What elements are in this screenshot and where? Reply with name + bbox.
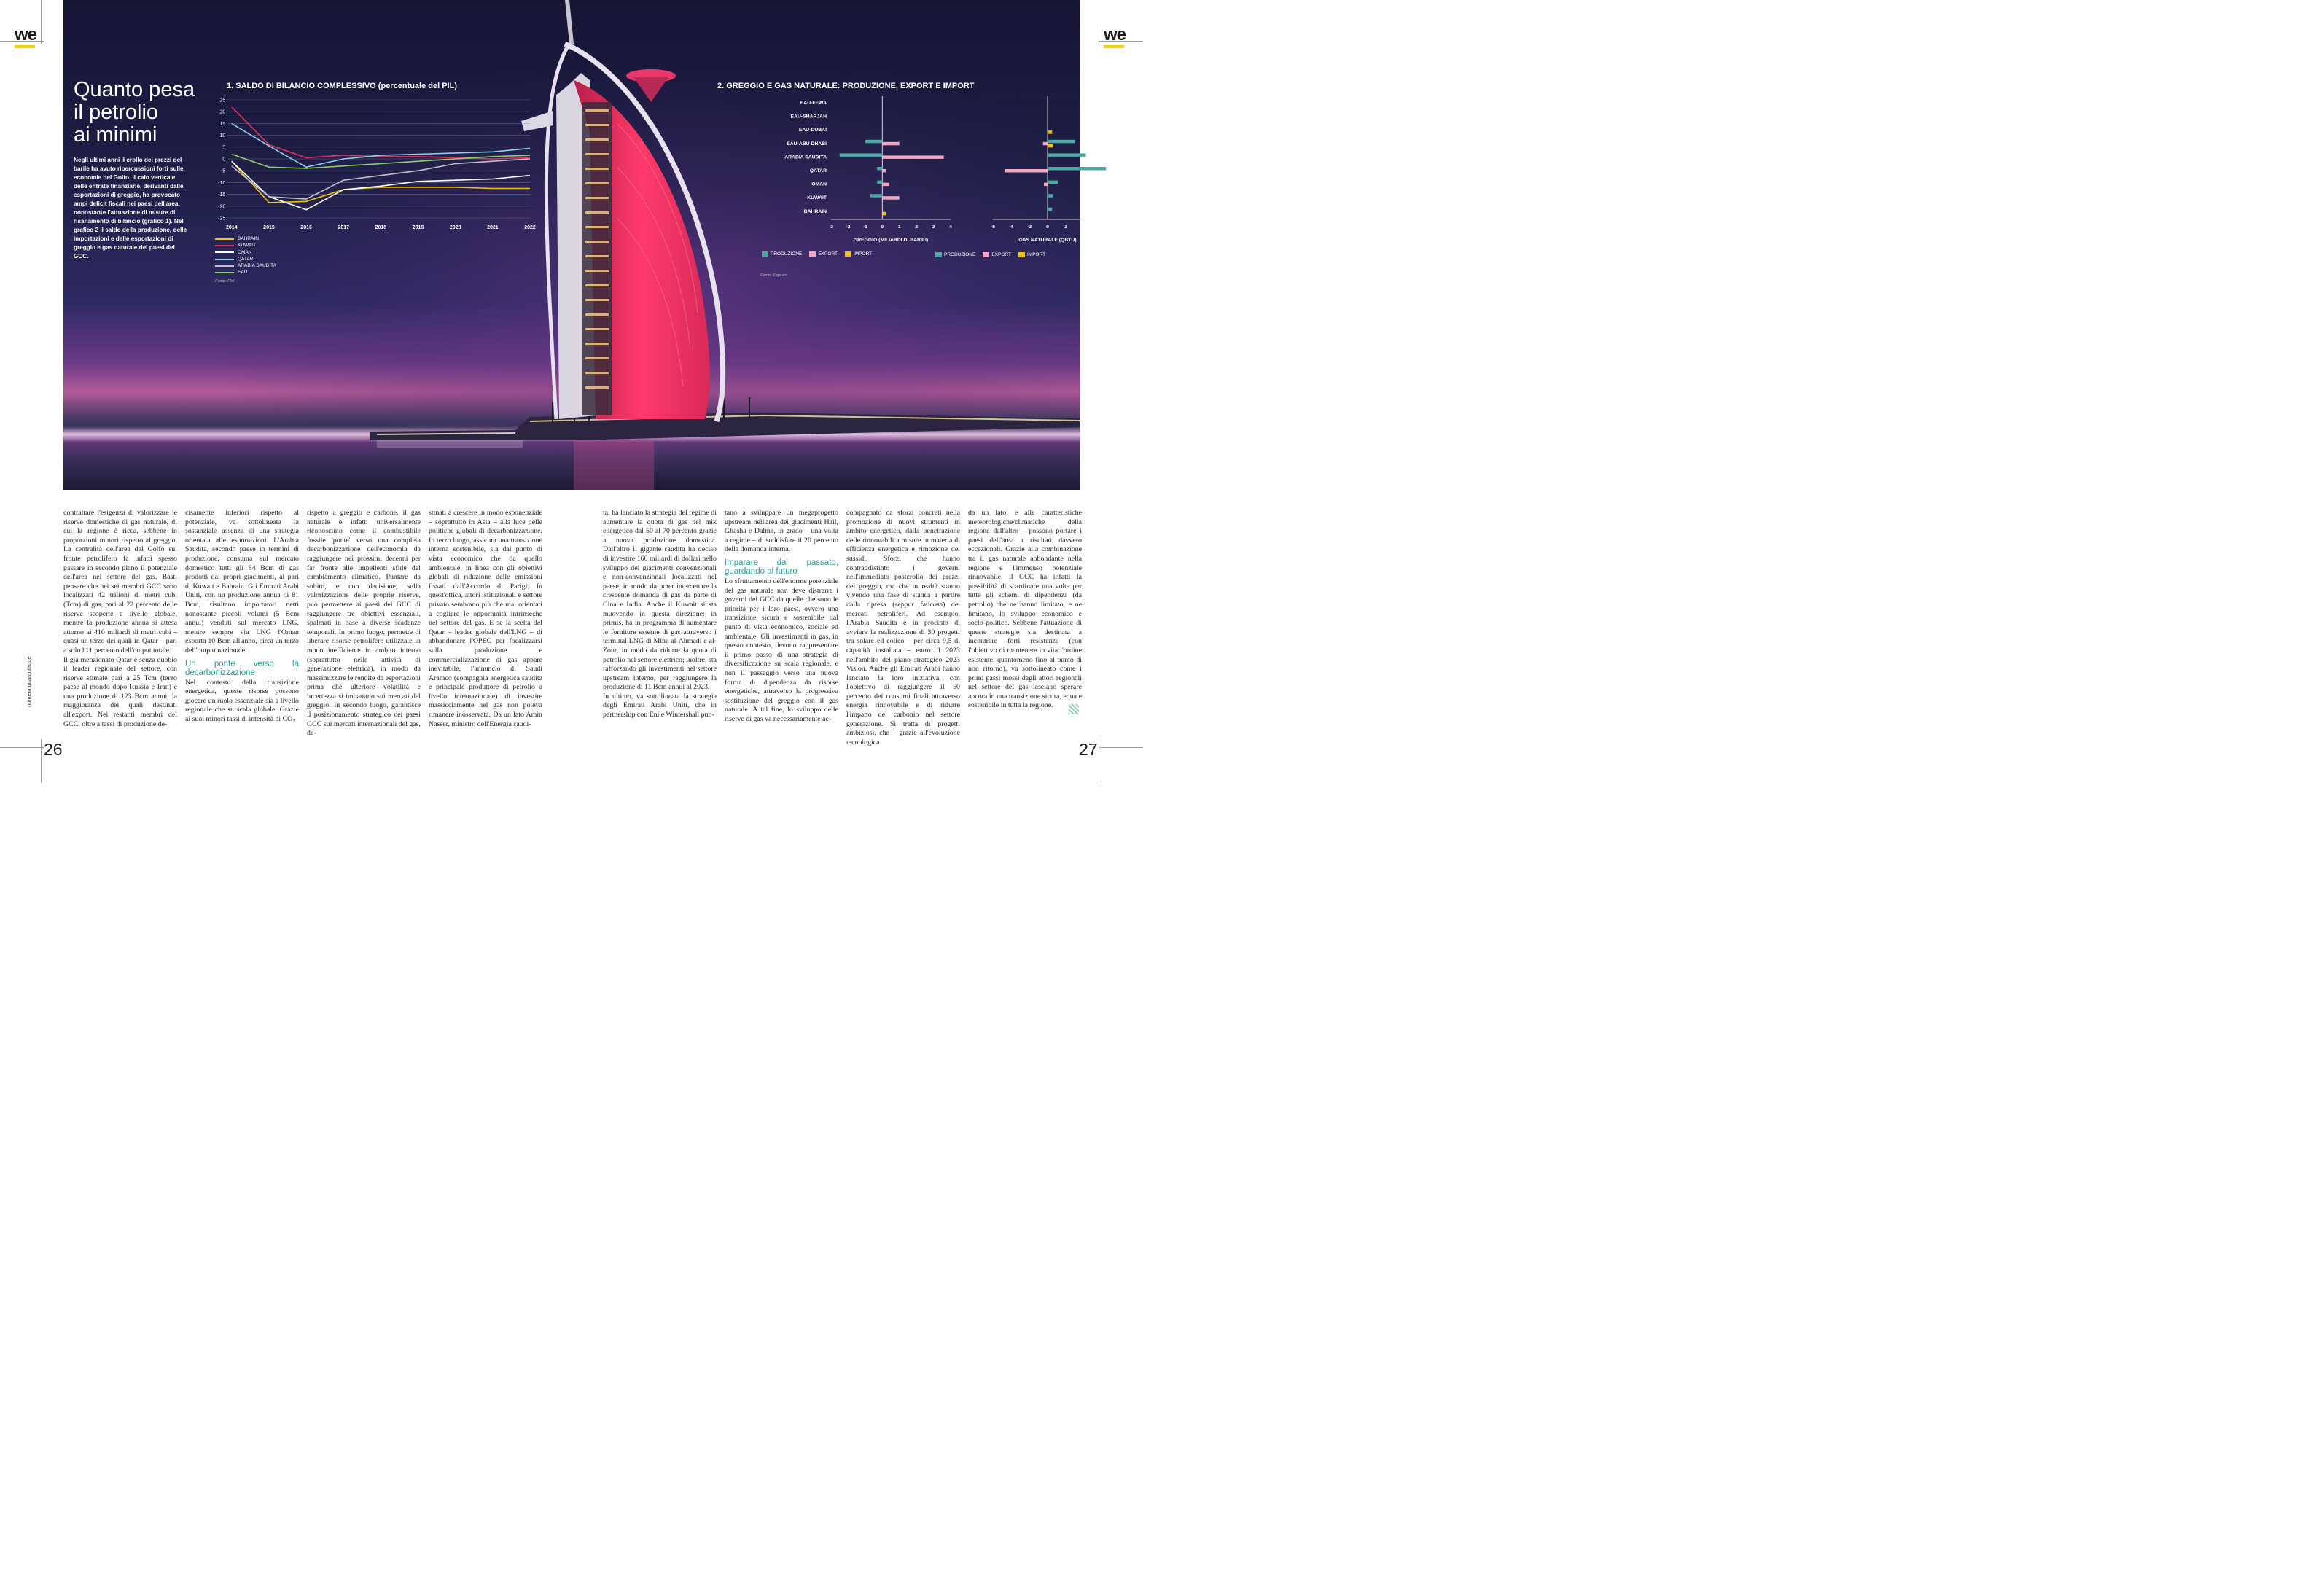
chart1-line-chart (209, 93, 536, 235)
chart2-category-label: EAU-SHARJAH (790, 114, 827, 120)
text-column-8 (968, 509, 1082, 711)
text-column-1 (63, 509, 177, 729)
chart1-y-tick: 25 (219, 98, 226, 104)
text-column-2 (185, 509, 299, 724)
chart1-legend-item (215, 262, 276, 269)
chart1-legend-item (215, 256, 276, 262)
chart2-category-label: EAU-DUBAI (798, 128, 827, 133)
chart2-x-label: GAS NATURALE (QBTU) (1018, 238, 1077, 243)
chart2-bar (882, 142, 899, 146)
chart1-source: Fonte: FMI (215, 279, 235, 284)
chart1-x-tick: 2015 (263, 225, 275, 230)
chart2-bar (1048, 153, 1086, 157)
chart2-bar-chart (716, 92, 1104, 252)
chart1-x-tick: 2022 (524, 225, 536, 230)
chart1-y-tick: -20 (218, 204, 226, 210)
chart1-series-kuwait (232, 107, 530, 159)
chart2-x-tick: -1 (862, 225, 867, 230)
paragraph: In ultimo, va sottolineata la strategia degli Emirati Arabi Uniti, che in partnership con Eni e Wintershall pun- (603, 692, 717, 719)
chart2-x-tick: 3 (932, 225, 935, 230)
hero-photo (63, 0, 1104, 490)
section-heading: Un ponte verso la decarbonizzazione (185, 659, 299, 677)
chart1-x-tick: 2017 (338, 225, 350, 230)
chart1-legend-item (215, 269, 276, 276)
chart2-bar (1005, 169, 1048, 173)
chart2-category-label: KUWAIT (807, 195, 827, 201)
logo-right: we (1104, 25, 1126, 45)
crop-mark (41, 739, 42, 783)
paragraph: ta, ha lanciato la strategia del regime di aumentare la quota di gas nel mix energetico dal 50 al 70 percento grazie a nuova produzione domestica. Dall'altro il gigante saudita ha deciso di investire 160 miliardi di dollari nello sviluppo dei giacimenti convenzionali e non-convenzionali localizzati nel paese, in modo da poter intercettare la crescente domanda di gas da parte di Cina e India. Anche il Kuwait si sta muovendo in questa direzione: in primis, ha in programma di aumentare le forniture esterne di gas attraverso i terminal LNG di Mina al-Ahmadi e al-Zour, in modo da ridurre la quota di petrolio nel settore elettrico; inoltre, sta rafforzando gli investimenti nel settore upstream interno, per raggiungere la produzione di 11 Bcm annui al 2023. (603, 509, 717, 692)
chart2-bar (1048, 144, 1053, 148)
chart2-x-tick: 4 (949, 225, 952, 230)
chart1-y-tick: -15 (218, 192, 226, 198)
chart1-legend (215, 235, 276, 276)
paragraph: compagnato da sforzi concreti nella promozione di nuovi strumenti in ambito energetico, dalla penetrazione delle rinnovabili a misure in materia di efficienza energetica e rimozione dei sussidi. Sforzi che hanno contraddistinto i governi nell'immediato postcrollo dei prezzi del greggio, ma che in realtà stanno vivendo una fase di stanca a partire dalla ripresa (seppur faticosa) dei mercati petroliferi. Ad esempio, l'Arabia Saudita è in procinto di avviare la realizzazione di 30 progetti tra solare ed eolico – per circa 9,5 di capacità installata – entro il 2023 nell'ambito del piano strategico 2023 Vision. Anche gli Emirati Arabi hanno lanciato la loro iniziativa, con l'obiettivo di raggiungere il 50 percento dei consumi finali attraverso energia rinnovabile e di ridurre l'impatto del carbonio nel settore generazione. Si tratta di progetti ambiziosi, che – grazie all'evoluzione tecnologica (846, 509, 960, 746)
chart2-bar (870, 194, 882, 198)
chart2-x-tick: 1 (897, 225, 901, 230)
lead-paragraph: Negli ultimi anni il crollo dei prezzi del barile ha avuto ripercussioni forti sulle economie del Golfo. Il calo verticale delle entrate finanziarie, derivanti dalle esportazioni di greggio, ha provocato ampi deficit fiscali nei paesi dell'area, nonostante l'attuazione di misure di risanamento di bilancio (grafico 1). Nel grafico 2 il saldo della produzione, delle importazioni e delle esportazioni di greggio e gas naturale dei paesi del GCC. (74, 157, 187, 260)
chart2-x-tick: -4 (1008, 225, 1014, 230)
chart1-x-tick: 2019 (412, 225, 424, 230)
chart1-y-tick: -10 (218, 180, 226, 186)
chart1-x-tick: 2021 (487, 225, 499, 230)
chart1-title: 1. SALDO DI BILANCIO COMPLESSIVO (percentuale del PIL) (227, 82, 457, 90)
legend-label: BAHRAIN (238, 236, 259, 241)
chart2-bar (865, 140, 882, 144)
paragraph: Il già menzionato Qatar è senza dubbio il leader regionale del settore, con riserve stimate pari a 25 Tcm (terzo paese al mondo dopo Russia e Iran) e una produzione di 123 Bcm annui, la maggioranza dei quali destinati all'export. Nei restanti membri del GCC, oltre a tassi di produzione de- (63, 655, 177, 728)
chart2-bar (1048, 181, 1058, 184)
chart2-legend-gas: PRODUZIONE EXPORT IMPORT (935, 252, 1045, 257)
legend-label: QATAR (238, 256, 254, 262)
chart2-x-tick: -3 (828, 225, 834, 230)
crop-mark (0, 747, 44, 748)
chart2-category-label: QATAR (809, 168, 827, 173)
chart2-title: 2. GREGGIO E GAS NATURALE: PRODUZIONE, EXPORT E IMPORT (717, 82, 975, 90)
chart1-y-tick: 10 (219, 133, 226, 139)
legend-swatch (215, 238, 234, 240)
chart2-bar (882, 196, 899, 200)
chart1-legend-item (215, 235, 276, 242)
chart1-y-tick: -25 (218, 216, 226, 222)
chart2-x-tick: 2 (1064, 225, 1067, 230)
chart2-source: Fonte: Kapsarc (760, 273, 788, 278)
chart1-x-tick: 2014 (226, 225, 238, 230)
chart2-bar (1048, 130, 1052, 134)
text-column-5 (603, 509, 717, 720)
chart2-category-label: EAU-ABU DHABI (787, 141, 827, 147)
paragraph: contraltare l'esigenza di valorizzare le riserve domestiche di gas naturale, di cui la regione è ricca, sebbene in proporzioni minori rispetto al greggio. La centralità dell'area del Golfo sul fronte petrolifero fa infatti spesso passare in secondo piano il potenziale dell'area nel settore del gas. Basti pensare che nei sei membri GCC sono localizzati 42 trilioni di metri cubi (Tcm) di gas, pari al 22 percento delle riserve scoperte a livello globale, mentre la produzione annua si attesa attorno ai 410 miliardi di metri cubi – quasi un terzo dei quali in Qatar – pari a solo l'11 percento dell'output totale. (63, 509, 177, 655)
issue-label: numero quarantadue (26, 656, 32, 707)
crop-mark (41, 0, 42, 44)
chart1-legend-item (215, 242, 276, 249)
legend-swatch (215, 265, 234, 267)
legend-swatch (215, 245, 234, 246)
paragraph: stinati a crescere in modo esponenziale – soprattutto in Asia – alla luce delle politiche globali di decarbonizzazione. In terzo luogo, assicura una transizione interna sostenibile, sia dal punto di vista economico che da quello ambientale, in linea con gli obiettivi globali di riduzione delle emissioni fissati dall'Accordo di Parigi. In quest'ottica, attori istituzionali e settore privato sembrano più che mai orientati a cogliere le opportunità intrinseche nel settore del gas. E se la scelta del Qatar – leader globale dell'LNG – di abbandonare l'OPEC per focalizzarsi sulla produzione e commercializzazione di gas appare inevitabile, l'annuncio di Saudi Aramco (compagnia energetica saudita e principale produttore di petrolio a livello internazionale) di investire massicciamente nel gas non poteva rimanere inosservata. Da un lato Amin Nasser, ministro dell'Energia saudi- (429, 509, 542, 728)
chart2-category-label: ARABIA SAUDITA (784, 155, 827, 160)
chart2-bar (1048, 208, 1052, 211)
crop-mark (1099, 747, 1143, 748)
chart2-bar (1044, 183, 1048, 187)
chart1-legend-item (215, 249, 276, 256)
chart2-x-label: GREGGIO (MILIARDI DI BARILI) (853, 238, 929, 243)
chart2-bar (877, 181, 882, 184)
chart1-y-tick: 15 (219, 121, 226, 127)
legend-swatch (215, 259, 234, 260)
article-title: Quanto pesa il petrolio ai minimi (74, 78, 195, 147)
chart2-bar (882, 212, 886, 216)
legend-label: KUWAIT (238, 243, 257, 249)
page-number-left: 26 (44, 740, 63, 759)
paragraph: da un lato, e alle caratteristiche meteorologiche/climatiche della regione dall'altro – possono portare i paesi dell'area a risultati davvero eccezionali. Grazie alla combinazione tra il gas naturale abbondante nella regione e l'immenso potenziale rinnovabile, il GCC ha infatti la possibilità di scardinare una volta per tutte gli schemi di dipendenza (da petrolio) che ne hanno limitato, e ne limitano, lo sviluppo economico e socio-politico. Sebbene l'attuazione di queste strategie sia destinata a incontrare forti resistenze (con l'obiettivo di mantenere in vita l'ordine esistente, quantomeno fino al punto di non ritorno), va sottolineato come i primi passi mossi dagli attori regionali nel settore del gas lasciano sperare ancora in una transizione sicura, equa e sostenibile in tutta la regione. (968, 509, 1082, 710)
chart2-category-label: OMAN (811, 182, 827, 187)
legend-swatch (215, 272, 234, 273)
paragraph: tano a sviluppare un megaprogetto upstream nell'area dei giacimenti Hail, Ghasha e Dalma, in grado – una volta a regime – di soddisfare il 20 percento della domanda interna. (725, 509, 838, 554)
paragraph: Nel contesto della transizione energetica, queste risorse possono giocare un ruolo essenziale sia a livello regionale che su scala globale. Grazie ai suoi minori tassi di intensità di CO₂ (185, 678, 299, 723)
chart2-bar (1048, 167, 1106, 171)
chart2-bar (840, 153, 883, 157)
chart2-category-label: EAU-FEWA (800, 101, 827, 106)
chart2-x-tick: -6 (990, 225, 996, 230)
chart2-bar (882, 169, 886, 173)
chart2-bar (1048, 140, 1075, 144)
paragraph: Lo sfruttamento dell'enorme potenziale del gas naturale non deve distrarre i governi del GCC da quelle che sono le priorità per i loro paesi, ovvero una transizione sicura e sostenibile dal punto di vista economico, sociale ed ambientale. Gli investimenti in gas, in questo contesto, devono rappresentare il primo passo di una strategia di diversificazione su scala regionale, e non il passaggio verso una nuova forma di dipendenza da risorse energetiche, attraverso la progressiva sostituzione del greggio con il gas naturale. A tal fine, lo sviluppo delle riserve di gas va necessariamente ac- (725, 577, 838, 723)
chart1-y-tick: -5 (221, 168, 226, 174)
text-column-6 (725, 509, 838, 724)
legend-swatch (215, 251, 234, 253)
chart2-x-tick: 2 (915, 225, 919, 230)
paragraph: rispetto a greggio e carbone, il gas naturale è infatti universalmente riconosciuto come il combustibile fossile 'ponte' verso una completa decarbonizzazione dell'economia da raggiungere nei prossimi decenni per far fronte alle impellenti sfide del cambiamento climatico. Puntare da subito, e con decisione, sulla valorizzazione delle proprie riserve, può permettere ai paesi del GCC di raggiungere tre obiettivi essenziali, spalmati in base a diverse scadenze temporali. In primo luogo, permette di liberare risorse petrolifere utilizzate in modo inefficiente in ambito interno (soprattutto nelle attività di generazione elettrica), in modo da massimizzare le rendite da esportazioni prima che ulteriore volatilità e incertezza si imbattano sui mercati del greggio. In secondo luogo, garantisce il posizionamento strategico dei paesi GCC sui mercati internazionali del gas, de- (307, 509, 421, 738)
chart2-bar (877, 167, 882, 171)
chart2-bar (882, 183, 889, 187)
paragraph: cisamente inferiori rispetto al potenziale, va sottolineata la sostanziale assenza di una strategia orientata alle esportazioni. L'Arabia Saudita, secondo paese in termini di produzione, consuma sul mercato domestico tutti gli 84 Bcm di gas prodotti dai propri giacimenti, al pari di Kuwait e Bahrain. Gli Emirati Arabi Uniti, con un produzione annua di 81 Bcm, risultano importatori netti nonostante piccoli volumi (5 Bcm annui) venduti sul mercato LNG, mentre sempre via LNG l'Oman esporta 10 Bcm all'anno, circa un terzo dell'output nazionale. (185, 509, 299, 655)
chart1-x-tick: 2016 (300, 225, 312, 230)
chart2-bar (1048, 194, 1053, 198)
chart2-bar (882, 155, 943, 159)
chart2-category-label: BAHRAIN (803, 208, 827, 214)
chart2-bar (1043, 142, 1048, 146)
chart2-x-tick: -2 (1026, 225, 1032, 230)
legend-label: EAU (238, 270, 248, 276)
text-column-4 (429, 509, 542, 729)
text-column-3 (307, 509, 421, 738)
chart1-y-tick: 0 (222, 157, 226, 163)
chart1-x-tick: 2020 (449, 225, 461, 230)
chart2-legend-greggio: PRODUZIONE EXPORT IMPORT (762, 251, 872, 257)
chart1-x-tick: 2018 (375, 225, 387, 230)
chart2-x-tick: 0 (1046, 225, 1049, 230)
page-number-right: 27 (1079, 740, 1098, 759)
legend-label: ARABIA SAUDITA (238, 263, 276, 269)
chart1-series-qatar (232, 123, 530, 167)
logo-left: we (15, 25, 36, 45)
chart2-x-tick: -2 (846, 225, 851, 230)
chart2-x-tick: 4 (1083, 225, 1085, 230)
end-of-article-mark (1069, 704, 1079, 714)
chart2-x-tick: 0 (881, 225, 884, 230)
legend-label: OMAN (238, 249, 252, 255)
chart2-x-tick: 6 (1101, 225, 1104, 230)
chart1-y-tick: 5 (222, 145, 226, 151)
text-column-7 (846, 509, 960, 747)
section-heading: Imparare dal passato, guardando al futuro (725, 558, 838, 576)
chart1-y-tick: 20 (219, 109, 226, 115)
